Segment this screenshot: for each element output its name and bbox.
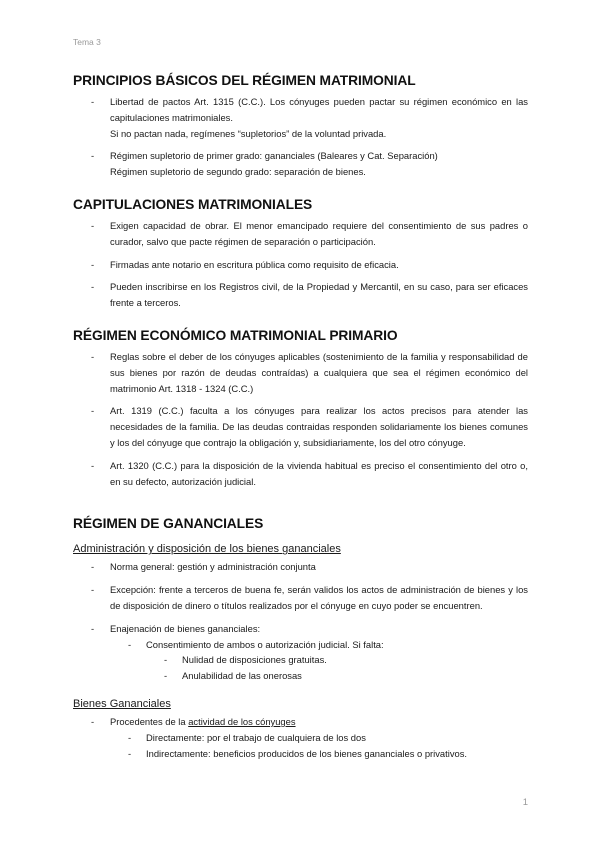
bullet-list [73,349,528,489]
nested-item-label: Consentimiento de ambos o autorización judicial. Si falta: [146,638,384,650]
list-item: - Art. 1319 (C.C.) faculta a los cónyuges para realizar los actos precisos para atender las necesidades de la familia. De las deudas contraidas responden solidariamente los bienes comunes y los del cónyuge que contrajo la obligación y, subsidiariamente, los del otro cónyuge. [73,403,528,450]
list-item: - Exigen capacidad de obrar. El menor emancipado requiere del consentimiento de sus padres o curador, salvo que pacte régimen de separación o participación. [73,218,528,250]
underlined-text: actividad de los cónyuges [188,715,296,727]
list-item: - Pueden inscribirse en los Registros civil, de la Propiedad y Mercantil, en su caso, para ser eficaces frente a terceros. [73,279,528,311]
list-item-line: Si no pactan nada, regímenes “supletorios” de la voluntad privada. [110,127,387,139]
bullet-list [73,218,528,311]
subsection-title: Bienes Gananciales [73,697,171,710]
list-item-line: Régimen supletorio de segundo grado: separación de bienes. [110,166,366,178]
nested-list-item [110,637,528,684]
section-title: PRINCIPIOS BÁSICOS DEL RÉGIMEN MATRIMONIAL [73,73,416,88]
list-item [73,94,528,141]
list-item: - Norma general: gestión y administración conjunta [73,559,528,575]
list-item [73,148,528,180]
nested-list [110,730,528,762]
bullet-list [73,714,528,761]
list-item: - Reglas sobre el deber de los cónyuges aplicables (sostenimiento de la familia y responsabilidad de sus bienes por razón de deudas contraídas) a cualquiera que sea el régimen económico del matrimonio Art. 1318 - 1324 (C.C.) [73,349,528,396]
list-item: - Firmadas ante notario en escritura pública como requisito de eficacia. [73,257,528,273]
document-body [73,73,528,768]
page-number: 1 [522,797,528,808]
list-item [73,621,528,684]
nested-list [110,637,528,684]
section-title: RÉGIMEN ECONÓMICO MATRIMONIAL PRIMARIO [73,327,398,343]
list-item [73,714,528,761]
nested-list-item: - Directamente: por el trabajo de cualquiera de los dos [110,730,528,746]
nested-list-item: - Indirectamente: beneficios producidos de los bienes gananciales o privativos. [110,746,528,762]
list-item: - Excepción: frente a terceros de buena fe, serán validos los actos de administración de bienes y los de disposición de dinero o títulos realizados por el cónyuge en cuyo poder se encuentren. [73,582,528,614]
nested-list [146,652,528,684]
list-item-line: - Régimen supletorio de primer grado: gananciales (Baleares y Cat. Separación) [110,150,438,162]
list-item-text: Procedentes de la [110,715,189,727]
list-item-label: Enajenación de bienes gananciales: [110,622,261,634]
section-title: RÉGIMEN DE GANANCIALES [73,516,264,532]
subsection-title: Administración y disposición de los bienes gananciales [73,543,341,556]
section-title: CAPITULACIONES MATRIMONIALES [73,196,313,212]
document-header: Tema 3 [73,37,101,47]
list-item: - Art. 1320 (C.C.) para la disposición de la vivienda habitual es preciso el consentimiento del otro o, en su defecto, autorización judicial. [73,458,528,490]
nested-list-item: - Nulidad de disposiciones gratuitas. [146,652,528,668]
nested-list-item: - Anulabilidad de las onerosas [146,668,528,684]
bullet-list [73,559,528,684]
list-item-line: - Libertad de pactos Art. 1315 (C.C.). Los cónyuges pueden pactar su régimen económico en las capitulaciones matrimoniales. [110,96,528,123]
bullet-list [73,94,528,180]
